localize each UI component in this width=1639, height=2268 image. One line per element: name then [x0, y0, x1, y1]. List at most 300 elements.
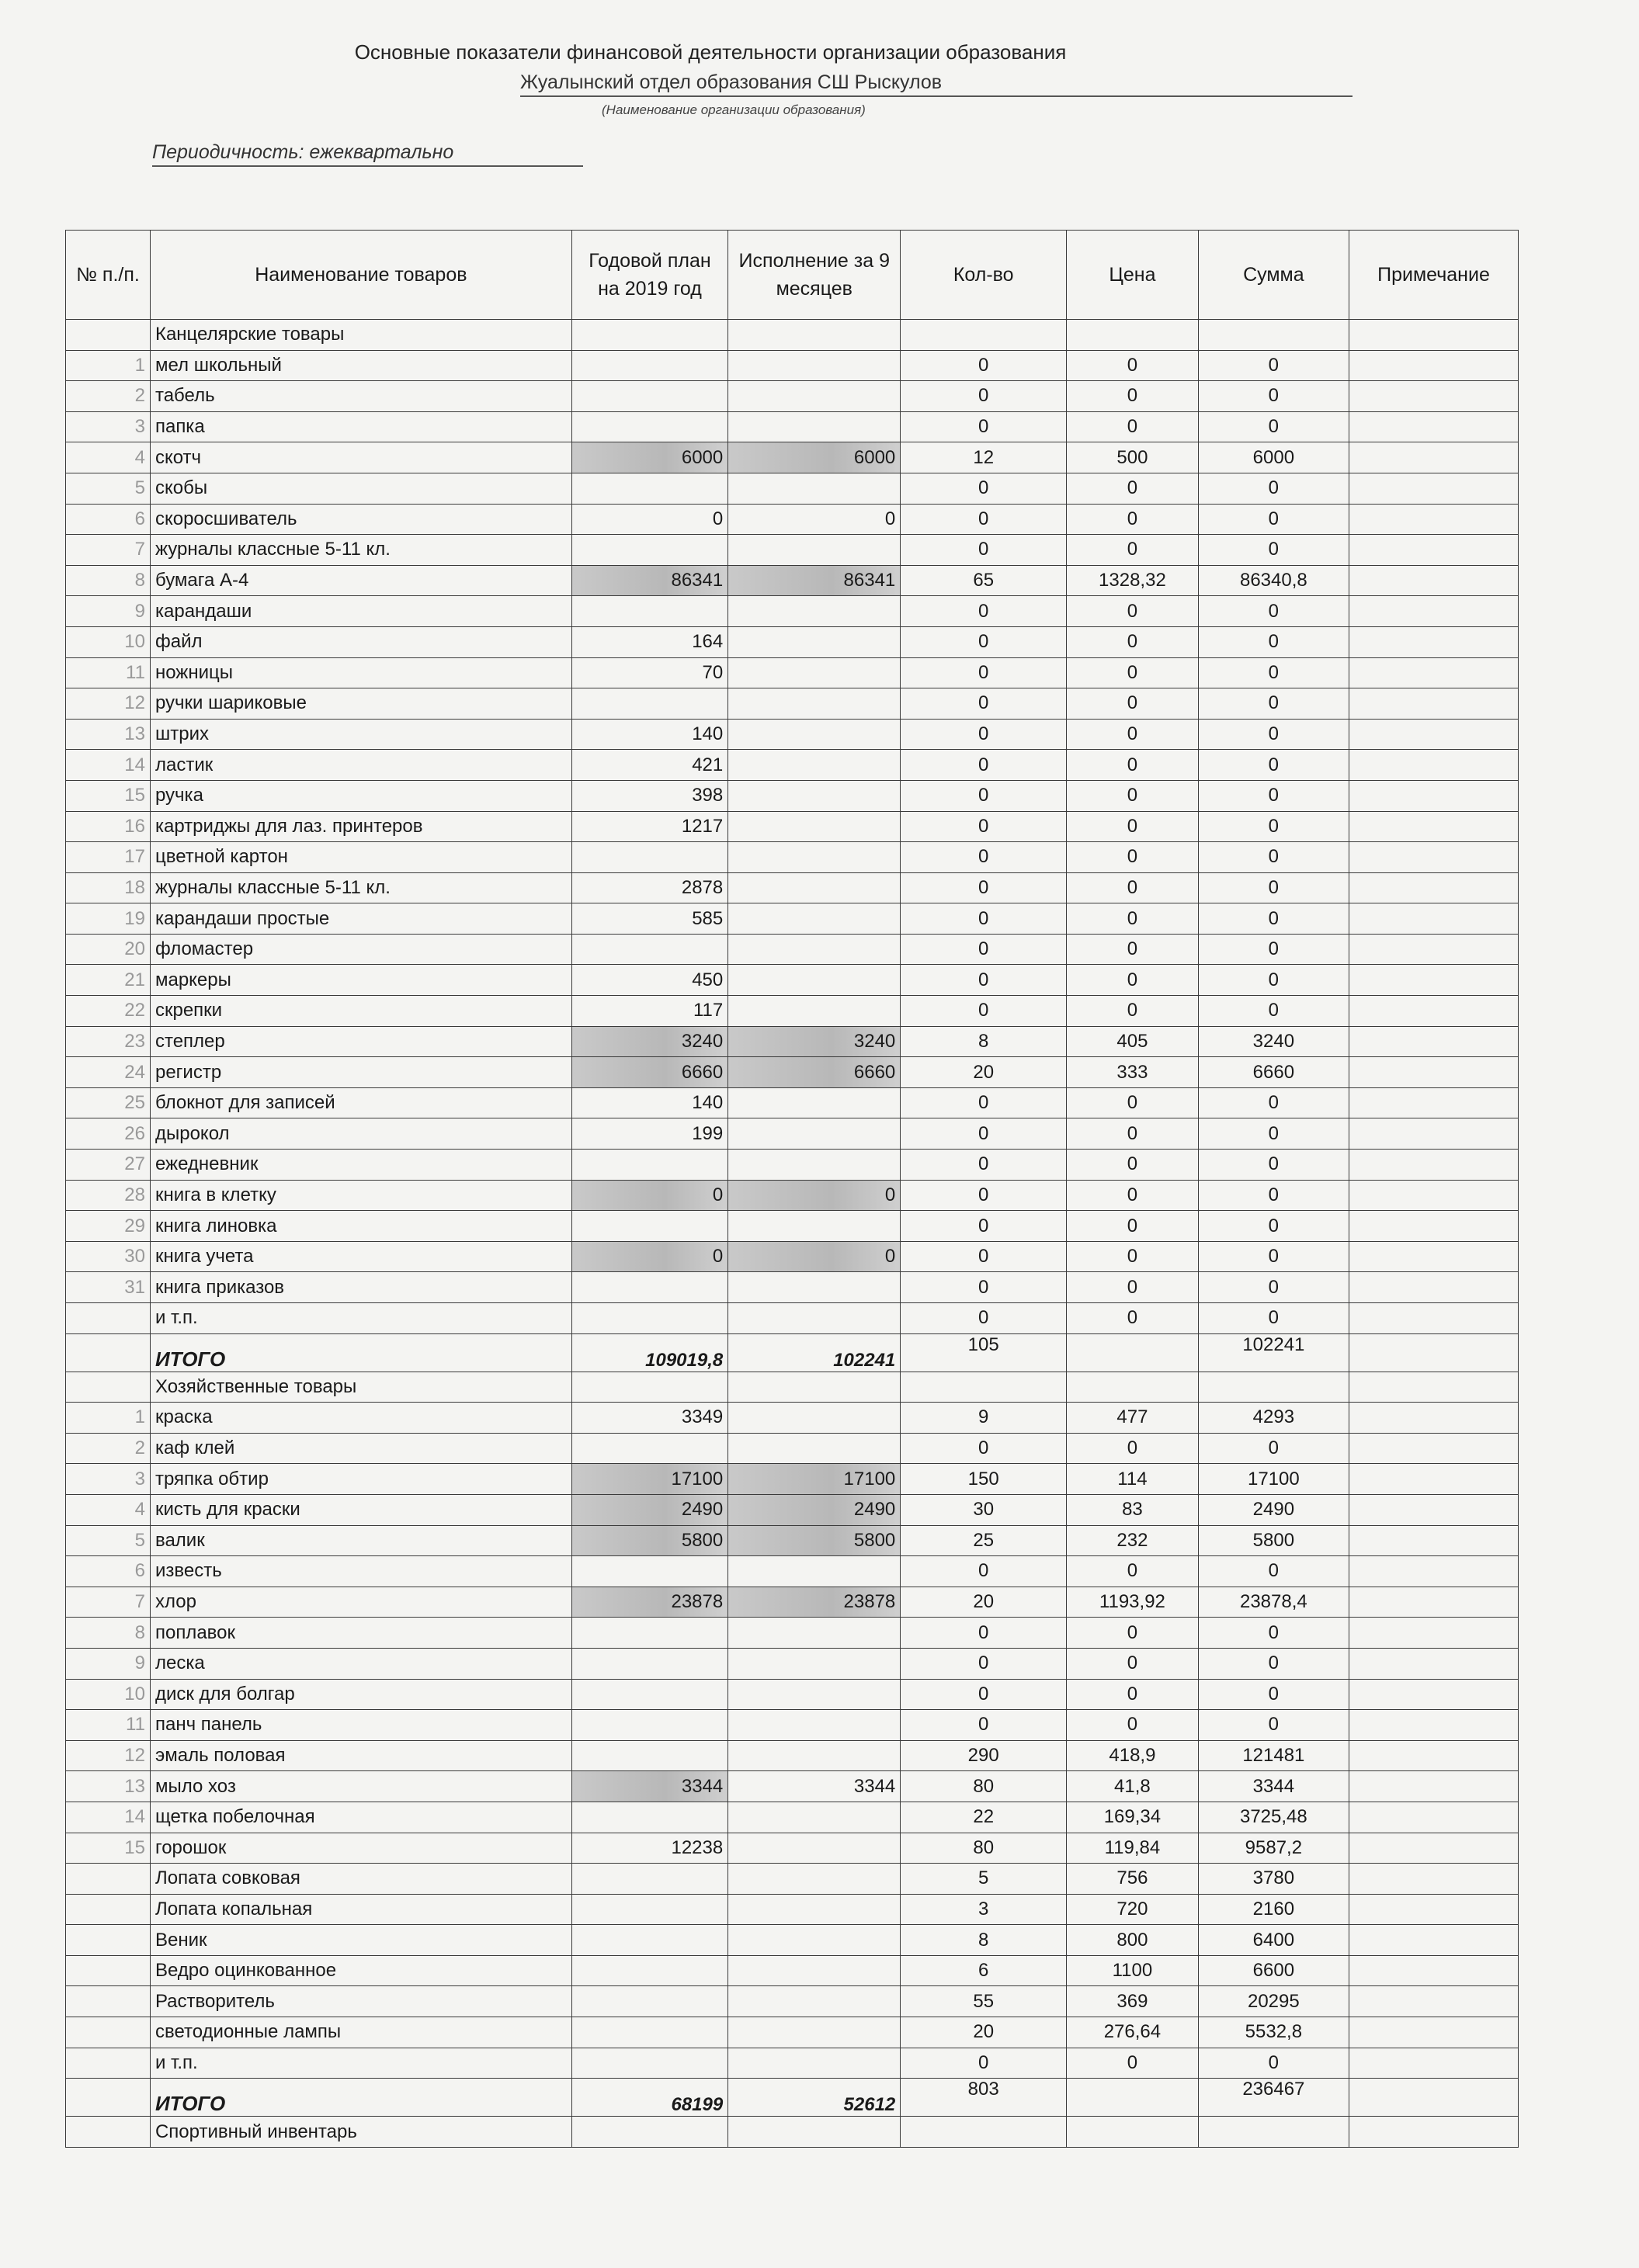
- section-empty-cell: [1067, 1372, 1199, 1403]
- row-number: 23: [66, 1026, 151, 1057]
- plan-value: 2878: [571, 872, 727, 903]
- sum-value: 0: [1198, 473, 1349, 504]
- table-row: [66, 1272, 1519, 1303]
- note-value: [1349, 1986, 1519, 2017]
- sum-value: 3780: [1198, 1864, 1349, 1895]
- note-value: [1349, 1710, 1519, 1741]
- sum-value: 2160: [1198, 1894, 1349, 1925]
- total-note: [1349, 2079, 1519, 2117]
- row-number: 10: [66, 626, 151, 657]
- sum-value: 0: [1198, 381, 1349, 412]
- qty-value: 0: [901, 1150, 1067, 1181]
- note-value: [1349, 442, 1519, 473]
- note-value: [1349, 1303, 1519, 1334]
- section-empty-cell: [901, 320, 1067, 351]
- exec-value: [728, 780, 901, 811]
- note-value: [1349, 2017, 1519, 2048]
- qty-value: 0: [901, 657, 1067, 688]
- row-number: 4: [66, 442, 151, 473]
- exec-value: [728, 996, 901, 1027]
- row-number: 8: [66, 565, 151, 596]
- plan-value: [571, 1211, 727, 1242]
- row-number: 3: [66, 1464, 151, 1495]
- document-title: Основные показатели финансовой деятельности организации образования: [354, 40, 1067, 64]
- note-value: [1349, 657, 1519, 688]
- qty-value: 0: [901, 903, 1067, 935]
- exec-value: [728, 411, 901, 442]
- exec-value: [728, 626, 901, 657]
- note-value: [1349, 381, 1519, 412]
- exec-value: [728, 657, 901, 688]
- sum-value: 6600: [1198, 1955, 1349, 1986]
- item-name: Веник: [150, 1925, 571, 1956]
- qty-value: 0: [901, 1679, 1067, 1710]
- row-number: [66, 2048, 151, 2079]
- row-number: 9: [66, 596, 151, 627]
- note-value: [1349, 811, 1519, 842]
- total-plan: 109019,8: [571, 1333, 727, 1372]
- table-row: [66, 811, 1519, 842]
- qty-value: 0: [901, 750, 1067, 781]
- note-value: [1349, 535, 1519, 566]
- sum-value: 6400: [1198, 1925, 1349, 1956]
- table-row: [66, 750, 1519, 781]
- organization-name-text: Жуалынский отдел образования СШ Рыскулов: [520, 71, 943, 93]
- table-row: [66, 934, 1519, 965]
- qty-value: 0: [901, 811, 1067, 842]
- section-empty-cell: [728, 2117, 901, 2148]
- note-value: [1349, 1118, 1519, 1150]
- organization-name: [520, 71, 1353, 97]
- plan-value: [571, 1864, 727, 1895]
- exec-value: [728, 1740, 901, 1771]
- table-row: [66, 1211, 1519, 1242]
- price-value: 1100: [1067, 1955, 1199, 1986]
- table-row: [66, 1679, 1519, 1710]
- qty-value: 30: [901, 1494, 1067, 1525]
- item-name: скрепки: [150, 996, 571, 1027]
- row-number: 4: [66, 1494, 151, 1525]
- sum-value: 0: [1198, 1710, 1349, 1741]
- plan-value: 140: [571, 1087, 727, 1118]
- table-row: [66, 872, 1519, 903]
- price-value: 0: [1067, 504, 1199, 535]
- column-header-name: Наименование товаров: [150, 231, 571, 320]
- price-value: 0: [1067, 1211, 1199, 1242]
- note-value: [1349, 903, 1519, 935]
- price-value: 0: [1067, 1433, 1199, 1464]
- item-name: краска: [150, 1403, 571, 1434]
- qty-value: 0: [901, 535, 1067, 566]
- sum-value: 9587,2: [1198, 1833, 1349, 1864]
- item-name: книга линовка: [150, 1211, 571, 1242]
- table-row: [66, 719, 1519, 750]
- sum-value: 5532,8: [1198, 2017, 1349, 2048]
- price-value: 405: [1067, 1026, 1199, 1057]
- table-row: [66, 504, 1519, 535]
- note-value: [1349, 596, 1519, 627]
- item-name: каф клей: [150, 1433, 571, 1464]
- note-value: [1349, 750, 1519, 781]
- plan-value: 70: [571, 657, 727, 688]
- exec-value: [728, 719, 901, 750]
- section-empty-cell: [1198, 320, 1349, 351]
- plan-value: [571, 2017, 727, 2048]
- plan-value: 5800: [571, 1525, 727, 1556]
- exec-value: [728, 872, 901, 903]
- table-row: [66, 1618, 1519, 1649]
- row-number: [66, 1864, 151, 1895]
- price-value: 0: [1067, 1180, 1199, 1211]
- total-qty: 803: [901, 2079, 1067, 2117]
- item-name: степлер: [150, 1026, 571, 1057]
- price-value: 0: [1067, 872, 1199, 903]
- plan-value: [571, 934, 727, 965]
- note-value: [1349, 872, 1519, 903]
- item-name: мел школьный: [150, 350, 571, 381]
- price-value: 232: [1067, 1525, 1199, 1556]
- row-number: 7: [66, 535, 151, 566]
- price-value: 0: [1067, 2048, 1199, 2079]
- note-value: [1349, 1618, 1519, 1649]
- item-name: дырокол: [150, 1118, 571, 1150]
- column-header-plan: Годовой план на 2019 год: [571, 231, 727, 320]
- exec-value: [728, 1433, 901, 1464]
- item-name: щетка побелочная: [150, 1802, 571, 1833]
- item-name: горошок: [150, 1833, 571, 1864]
- note-value: [1349, 1057, 1519, 1088]
- exec-value: [728, 1955, 901, 1986]
- qty-value: 20: [901, 1587, 1067, 1618]
- table-row: [66, 1587, 1519, 1618]
- row-number: 5: [66, 1525, 151, 1556]
- table-row: [66, 657, 1519, 688]
- total-plan: 68199: [571, 2079, 727, 2117]
- item-name: блокнот для записей: [150, 1087, 571, 1118]
- price-value: 720: [1067, 1894, 1199, 1925]
- exec-value: [728, 1403, 901, 1434]
- column-header-price: Цена: [1067, 231, 1199, 320]
- item-name: карандаши простые: [150, 903, 571, 935]
- note-value: [1349, 1894, 1519, 1925]
- row-number: 6: [66, 1556, 151, 1587]
- plan-value: 0: [571, 1241, 727, 1272]
- exec-value: 3344: [728, 1771, 901, 1802]
- row-number: 29: [66, 1211, 151, 1242]
- plan-value: 6000: [571, 442, 727, 473]
- note-value: [1349, 1150, 1519, 1181]
- table-row: [66, 1180, 1519, 1211]
- note-value: [1349, 934, 1519, 965]
- item-name: папка: [150, 411, 571, 442]
- table-row: [66, 1464, 1519, 1495]
- organization-caption: (Наименование организации образования): [602, 102, 866, 117]
- section-row: [66, 2117, 1519, 2148]
- qty-value: 20: [901, 2017, 1067, 2048]
- section-empty-cell: [1067, 320, 1199, 351]
- total-row: [66, 1333, 1519, 1372]
- exec-value: [728, 1833, 901, 1864]
- item-name: цветной картон: [150, 842, 571, 873]
- plan-value: 17100: [571, 1464, 727, 1495]
- row-number: 11: [66, 1710, 151, 1741]
- sum-value: 0: [1198, 780, 1349, 811]
- item-name: табель: [150, 381, 571, 412]
- exec-value: 17100: [728, 1464, 901, 1495]
- plan-value: [571, 1272, 727, 1303]
- price-value: 500: [1067, 442, 1199, 473]
- section-row: [66, 320, 1519, 351]
- table-row: [66, 565, 1519, 596]
- note-value: [1349, 1802, 1519, 1833]
- price-value: 119,84: [1067, 1833, 1199, 1864]
- sum-value: 0: [1198, 1180, 1349, 1211]
- qty-value: 0: [901, 688, 1067, 720]
- item-name: скобы: [150, 473, 571, 504]
- note-value: [1349, 565, 1519, 596]
- plan-value: 398: [571, 780, 727, 811]
- row-number: 2: [66, 1433, 151, 1464]
- plan-value: [571, 1802, 727, 1833]
- sum-value: 0: [1198, 1618, 1349, 1649]
- row-number: 3: [66, 411, 151, 442]
- plan-value: 1217: [571, 811, 727, 842]
- exec-value: [728, 1925, 901, 1956]
- note-value: [1349, 780, 1519, 811]
- sum-value: 0: [1198, 688, 1349, 720]
- plan-value: [571, 1618, 727, 1649]
- plan-value: 3349: [571, 1403, 727, 1434]
- price-value: 0: [1067, 996, 1199, 1027]
- item-name: светодионные лампы: [150, 2017, 571, 2048]
- item-name: и т.п.: [150, 1303, 571, 1334]
- sum-value: 20295: [1198, 1986, 1349, 2017]
- sum-value: 0: [1198, 1679, 1349, 1710]
- total-sum: 236467: [1198, 2079, 1349, 2117]
- plan-value: 86341: [571, 565, 727, 596]
- exec-value: 6000: [728, 442, 901, 473]
- qty-value: 0: [901, 2048, 1067, 2079]
- table-row: [66, 1026, 1519, 1057]
- price-value: 0: [1067, 626, 1199, 657]
- sum-value: 0: [1198, 1433, 1349, 1464]
- qty-value: 0: [901, 381, 1067, 412]
- price-value: 276,64: [1067, 2017, 1199, 2048]
- price-value: 0: [1067, 657, 1199, 688]
- exec-value: 3240: [728, 1026, 901, 1057]
- section-row: [66, 1372, 1519, 1403]
- price-value: 1193,92: [1067, 1587, 1199, 1618]
- qty-value: 0: [901, 1303, 1067, 1334]
- note-value: [1349, 1556, 1519, 1587]
- sum-value: 6660: [1198, 1057, 1349, 1088]
- section-empty-cell: [571, 2117, 727, 2148]
- sum-value: 0: [1198, 1648, 1349, 1679]
- exec-value: [728, 2048, 901, 2079]
- note-value: [1349, 411, 1519, 442]
- plan-value: 0: [571, 504, 727, 535]
- exec-value: [728, 1150, 901, 1181]
- plan-value: 199: [571, 1118, 727, 1150]
- plan-value: 6660: [571, 1057, 727, 1088]
- row-number: [66, 1894, 151, 1925]
- price-value: 0: [1067, 811, 1199, 842]
- note-value: [1349, 1241, 1519, 1272]
- column-header-qty: Кол-во: [901, 231, 1067, 320]
- total-price: [1067, 2079, 1199, 2117]
- qty-value: 5: [901, 1864, 1067, 1895]
- item-name: эмаль половая: [150, 1740, 571, 1771]
- sum-value: 0: [1198, 842, 1349, 873]
- qty-value: 0: [901, 411, 1067, 442]
- total-sum: 102241: [1198, 1333, 1349, 1372]
- item-name: поплавок: [150, 1618, 571, 1649]
- table-row: [66, 1955, 1519, 1986]
- row-number: 7: [66, 1587, 151, 1618]
- table-row: [66, 626, 1519, 657]
- exec-value: [728, 934, 901, 965]
- item-name: штрих: [150, 719, 571, 750]
- exec-value: 23878: [728, 1587, 901, 1618]
- table-row: [66, 411, 1519, 442]
- plan-value: 0: [571, 1180, 727, 1211]
- section-empty-cell: [1349, 320, 1519, 351]
- plan-value: [571, 1648, 727, 1679]
- item-name: маркеры: [150, 965, 571, 996]
- table-row: [66, 1433, 1519, 1464]
- exec-value: [728, 842, 901, 873]
- item-name: леска: [150, 1648, 571, 1679]
- sum-value: 4293: [1198, 1403, 1349, 1434]
- qty-value: 0: [901, 780, 1067, 811]
- row-number: 21: [66, 965, 151, 996]
- qty-value: 0: [901, 1556, 1067, 1587]
- table-body: [66, 320, 1519, 2148]
- item-name: книга учета: [150, 1241, 571, 1272]
- qty-value: 0: [901, 350, 1067, 381]
- row-number: 11: [66, 657, 151, 688]
- price-value: 0: [1067, 596, 1199, 627]
- sum-value: 3344: [1198, 1771, 1349, 1802]
- table-row: [66, 1403, 1519, 1434]
- row-number: 8: [66, 1618, 151, 1649]
- note-value: [1349, 1955, 1519, 1986]
- plan-value: [571, 1303, 727, 1334]
- section-empty-cell: [1067, 2117, 1199, 2148]
- section-number-cell: [66, 2117, 151, 2148]
- note-value: [1349, 996, 1519, 1027]
- plan-value: 3240: [571, 1026, 727, 1057]
- exec-value: 86341: [728, 565, 901, 596]
- item-name: Растворитель: [150, 1986, 571, 2017]
- note-value: [1349, 1525, 1519, 1556]
- plan-value: [571, 1955, 727, 1986]
- price-value: 0: [1067, 688, 1199, 720]
- section-title: Хозяйственные товары: [150, 1372, 571, 1403]
- sum-value: 0: [1198, 1241, 1349, 1272]
- table-row: [66, 1925, 1519, 1956]
- sum-value: 0: [1198, 504, 1349, 535]
- total-row: [66, 2079, 1519, 2117]
- section-empty-cell: [901, 1372, 1067, 1403]
- table-row: [66, 1864, 1519, 1895]
- section-empty-cell: [571, 1372, 727, 1403]
- table-row: [66, 1648, 1519, 1679]
- table-row: [66, 2048, 1519, 2079]
- price-value: 0: [1067, 903, 1199, 935]
- sum-value: 0: [1198, 934, 1349, 965]
- exec-value: [728, 1118, 901, 1150]
- sum-value: 0: [1198, 1087, 1349, 1118]
- plan-value: [571, 1679, 727, 1710]
- column-header-note: Примечание: [1349, 231, 1519, 320]
- price-value: 0: [1067, 1303, 1199, 1334]
- item-name: Лопата совковая: [150, 1864, 571, 1895]
- note-value: [1349, 1464, 1519, 1495]
- note-value: [1349, 1180, 1519, 1211]
- exec-value: [728, 1679, 901, 1710]
- note-value: [1349, 688, 1519, 720]
- qty-value: 80: [901, 1833, 1067, 1864]
- exec-value: 2490: [728, 1494, 901, 1525]
- item-name: картриджы для лаз. принтеров: [150, 811, 571, 842]
- sum-value: 0: [1198, 2048, 1349, 2079]
- exec-value: [728, 1556, 901, 1587]
- exec-value: [728, 965, 901, 996]
- total-qty: 105: [901, 1333, 1067, 1372]
- qty-value: 0: [901, 1180, 1067, 1211]
- sum-value: 121481: [1198, 1740, 1349, 1771]
- row-number: 19: [66, 903, 151, 935]
- plan-value: [571, 381, 727, 412]
- row-number: 24: [66, 1057, 151, 1088]
- sum-value: 0: [1198, 811, 1349, 842]
- sum-value: 0: [1198, 903, 1349, 935]
- item-name: файл: [150, 626, 571, 657]
- qty-value: 65: [901, 565, 1067, 596]
- sum-value: 17100: [1198, 1464, 1349, 1495]
- table-row: [66, 350, 1519, 381]
- exec-value: 0: [728, 1180, 901, 1211]
- note-value: [1349, 1925, 1519, 1956]
- plan-value: 12238: [571, 1833, 727, 1864]
- plan-value: [571, 1556, 727, 1587]
- table-row: [66, 842, 1519, 873]
- row-number: 10: [66, 1679, 151, 1710]
- item-name: фломастер: [150, 934, 571, 965]
- item-name: тряпка обтир: [150, 1464, 571, 1495]
- periodicity-label: Периодичность: ежеквартально: [152, 141, 583, 167]
- sum-value: 0: [1198, 1303, 1349, 1334]
- table-row: [66, 1771, 1519, 1802]
- row-number: 16: [66, 811, 151, 842]
- row-number: 12: [66, 688, 151, 720]
- table-row: [66, 688, 1519, 720]
- qty-value: 0: [901, 626, 1067, 657]
- plan-value: 164: [571, 626, 727, 657]
- qty-value: 0: [901, 842, 1067, 873]
- sum-value: 0: [1198, 1272, 1349, 1303]
- sum-value: 0: [1198, 411, 1349, 442]
- exec-value: [728, 596, 901, 627]
- total-label: ИТОГО: [150, 1333, 571, 1372]
- price-value: 369: [1067, 1986, 1199, 2017]
- row-number: 30: [66, 1241, 151, 1272]
- plan-value: [571, 411, 727, 442]
- section-number-cell: [66, 320, 151, 351]
- total-note: [1349, 1333, 1519, 1372]
- section-title: Канцелярские товары: [150, 320, 571, 351]
